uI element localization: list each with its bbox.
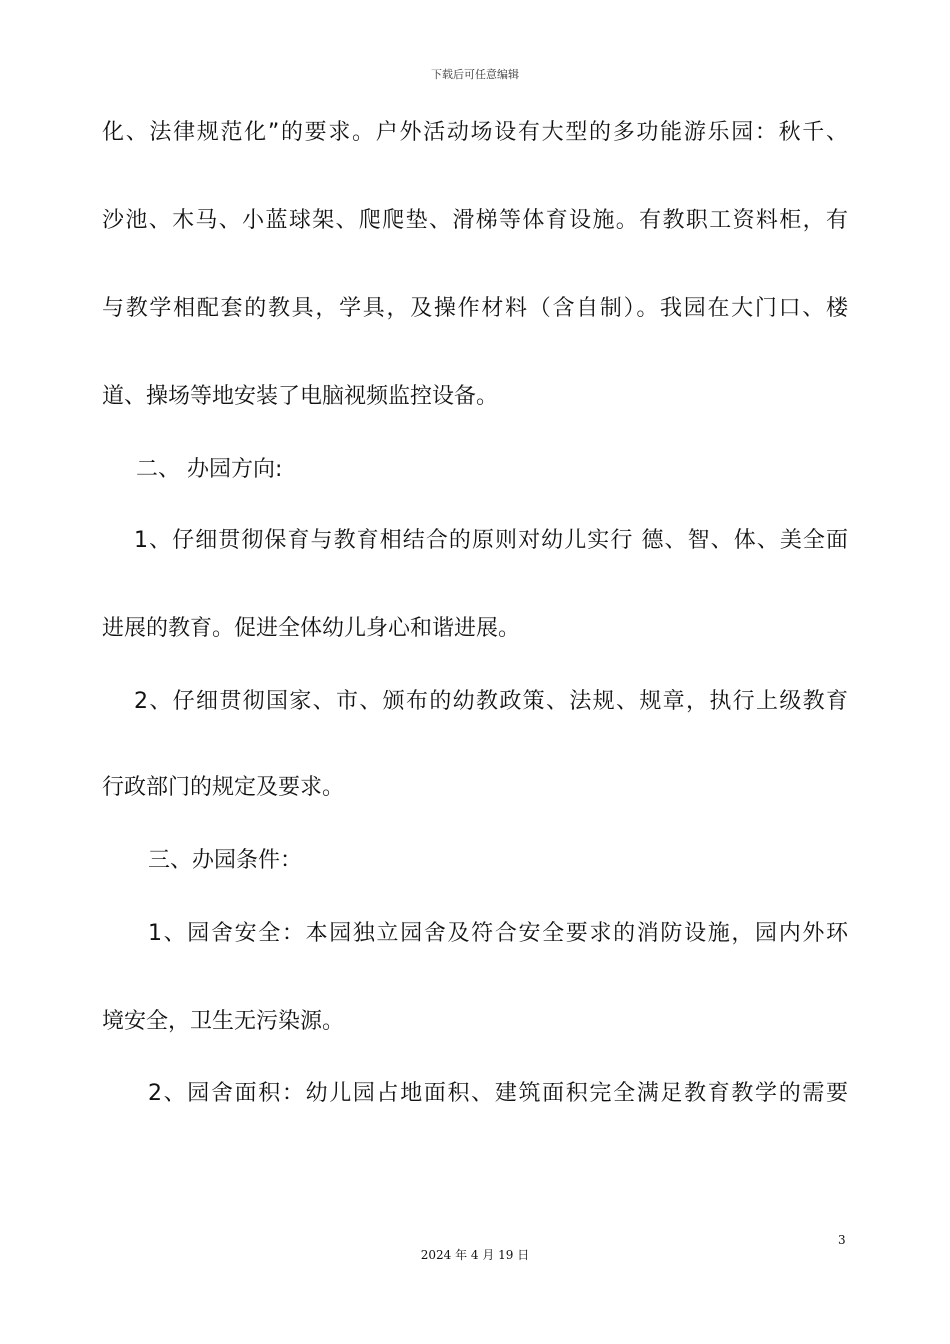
page-header: 下载后可任意编辑: [431, 68, 519, 81]
body-line-4: 道、操场等地安装了电脑视频监控设备。: [102, 384, 499, 409]
body-line-6: 1、仔细贯彻保育与教育相结合的原则对幼儿实行 德、智、体、美全面: [134, 528, 848, 553]
body-line-8: 2、仔细贯彻国家、市、颁布的幼教政策、法规、规章，执行上级教育: [134, 689, 848, 714]
body-line-3: 与教学相配套的教具，学具，及操作材料（含自制）。我园在大门口、楼: [102, 296, 848, 321]
page-number: 3: [838, 1233, 846, 1247]
page-footer-date: 2024 年 4 月 19 日: [420, 1248, 530, 1262]
section-heading-2: 二、 办园方向:: [136, 457, 283, 482]
section-heading-3: 三、办园条件：: [148, 848, 303, 873]
body-line-7: 进展的教育。促进全体幼儿身心和谐进展。: [102, 616, 521, 641]
body-line-12: 境安全，卫生无污染源。: [102, 1009, 345, 1034]
body-line-9: 行政部门的规定及要求。: [102, 775, 345, 800]
body-line-13: 2、园舍面积：幼儿园占地面积、建筑面积完全满足教育教学的需要: [148, 1081, 848, 1106]
body-line-11: 1、园舍安全：本园独立园舍及符合安全要求的消防设施，园内外环: [148, 921, 848, 946]
body-line-1: 化、法律规范化”的要求。户外活动场设有大型的多功能游乐园：秋千、: [102, 120, 848, 145]
body-line-2: 沙池、木马、小蓝球架、爬爬垫、滑梯等体育设施。有教职工资料柜，有: [102, 208, 848, 233]
